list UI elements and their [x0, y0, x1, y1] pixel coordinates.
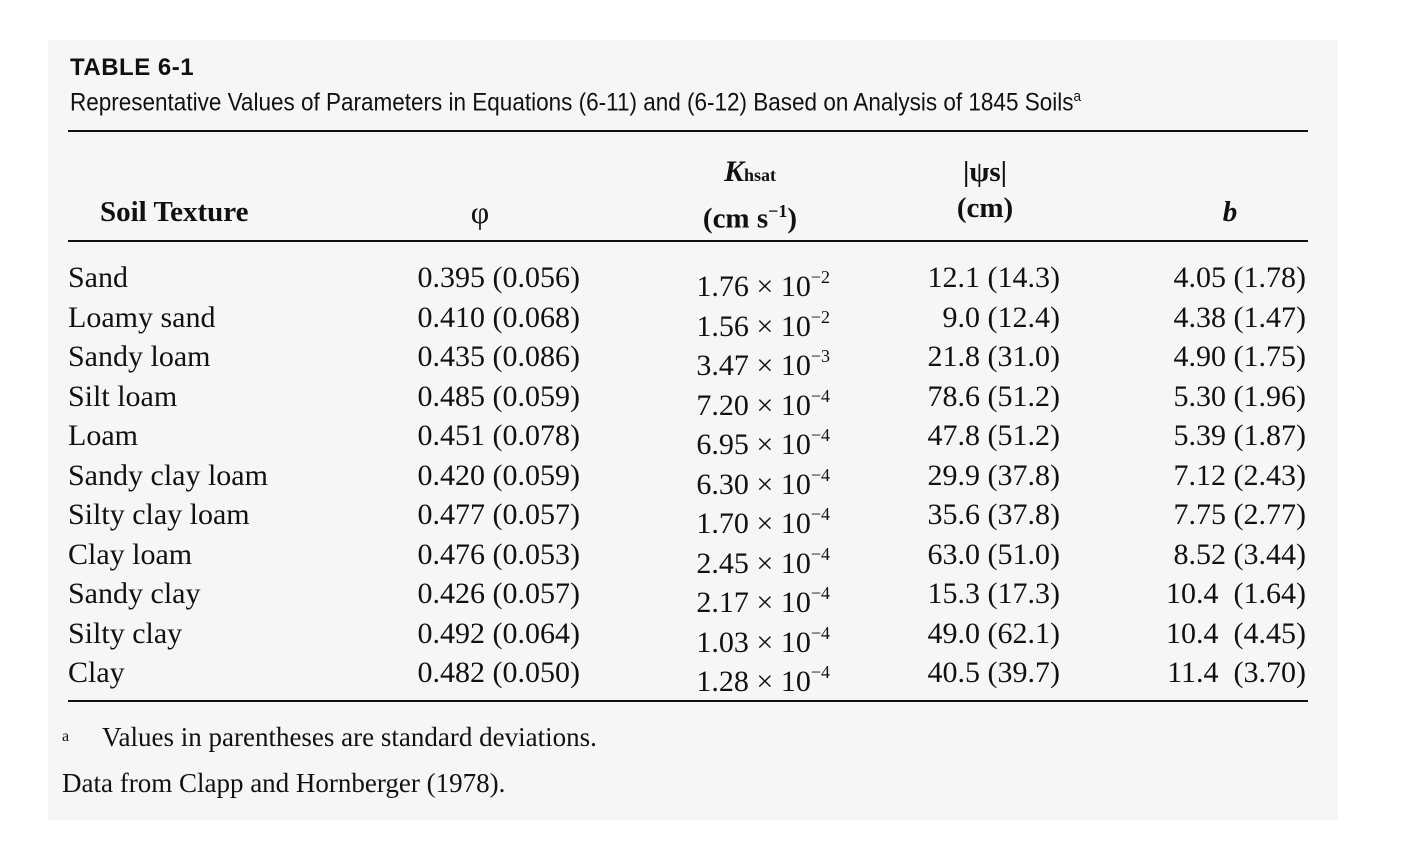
- k-exponent: −2: [810, 306, 830, 327]
- k-symbol: K: [723, 155, 744, 188]
- cell-b: 5.39 (1.87): [1173, 419, 1306, 452]
- header-k-hsat: [660, 154, 840, 237]
- k-mantissa: 2.17 × 10: [696, 586, 811, 619]
- header-soil-texture: Soil Texture: [100, 196, 249, 228]
- k-exponent: −4: [810, 622, 830, 643]
- k-mantissa: 7.20 × 10: [696, 388, 811, 422]
- k-mantissa: 1.70 × 10: [696, 507, 811, 540]
- table-row: [0, 456, 1428, 501]
- cell-psi: 49.0 (62.1): [927, 616, 1060, 650]
- cell-k: [640, 653, 830, 702]
- cell-psi: 63.0 (51.0): [927, 537, 1060, 571]
- k-exponent: −4: [810, 464, 830, 485]
- k-exponent: −4: [810, 504, 830, 524]
- table-number: TABLE 6-1: [70, 54, 195, 81]
- cell-b: 4.05 (1.78): [1173, 261, 1306, 294]
- k-mantissa: 1.28 × 10: [696, 665, 811, 698]
- cell-texture: Sandy loam: [68, 340, 211, 373]
- bottom-rule: [68, 700, 1308, 702]
- cell-phi: 0.482 (0.050): [417, 656, 580, 689]
- k-exponent: −4: [810, 385, 830, 406]
- table-row: [0, 298, 1428, 343]
- table-row: [0, 535, 1428, 580]
- table-row: [0, 495, 1428, 540]
- cell-b: 11.4 (3.70): [1167, 656, 1306, 689]
- source-note: Data from Clapp and Hornberger (1978).: [62, 768, 506, 798]
- table-row: [0, 416, 1428, 461]
- cell-psi: 35.6 (37.8): [927, 498, 1060, 531]
- footnote-mark: a: [62, 728, 70, 745]
- k-mantissa: 6.95 × 10: [696, 428, 811, 461]
- footnote-text: Values in parentheses are standard deviations.: [102, 722, 597, 752]
- k-mantissa: 3.47 × 10: [696, 349, 811, 382]
- table-row: [0, 258, 1428, 303]
- k-mantissa: 6.30 × 10: [696, 467, 811, 501]
- cell-phi: 0.485 (0.059): [417, 379, 580, 413]
- cell-psi: 21.8 (31.0): [927, 340, 1060, 373]
- header-psi-s: [920, 154, 1050, 226]
- caption-footnote-mark: a: [1073, 88, 1081, 105]
- header-porosity: φ: [470, 194, 490, 230]
- cell-phi: 0.435 (0.086): [417, 340, 580, 373]
- cell-phi: 0.451 (0.078): [417, 419, 580, 452]
- cell-texture: Sandy clay: [68, 577, 201, 610]
- k-exponent: −4: [810, 543, 830, 564]
- table-caption: [70, 88, 1081, 117]
- cell-b: 5.30 (1.96): [1173, 379, 1306, 413]
- k-mantissa: 1.56 × 10: [696, 309, 811, 343]
- header-rule: [68, 240, 1308, 242]
- cell-psi: 12.1 (14.3): [927, 261, 1060, 294]
- k-exponent: −2: [810, 267, 830, 287]
- k-exponent: −4: [810, 583, 830, 603]
- cell-b: 10.4 (1.64): [1166, 577, 1306, 610]
- cell-phi: 0.420 (0.059): [417, 458, 580, 492]
- cell-phi: 0.395 (0.056): [417, 261, 580, 294]
- cell-phi: 0.410 (0.068): [417, 300, 580, 334]
- cell-b: 7.12 (2.43): [1173, 458, 1306, 492]
- cell-psi: 9.0 (12.4): [942, 300, 1060, 334]
- cell-b: 7.75 (2.77): [1173, 498, 1306, 531]
- cell-texture: Loamy sand: [68, 300, 216, 334]
- table-body: [0, 258, 1428, 698]
- cell-b: 4.90 (1.75): [1173, 340, 1306, 373]
- k-subscript: hsat: [744, 165, 777, 185]
- cell-texture: Clay loam: [68, 537, 193, 571]
- k-mantissa: 1.03 × 10: [696, 625, 811, 659]
- cell-psi: 78.6 (51.2): [927, 379, 1060, 413]
- table-row: [0, 614, 1428, 659]
- cell-phi: 0.476 (0.053): [417, 537, 580, 571]
- cell-texture: Sandy clay loam: [68, 458, 268, 492]
- k-exponent: −4: [810, 425, 830, 445]
- cell-phi: 0.492 (0.064): [417, 616, 580, 650]
- cell-phi: 0.477 (0.057): [417, 498, 580, 531]
- top-rule: [68, 130, 1308, 132]
- k-unit-close: ): [787, 202, 798, 235]
- cell-texture: Clay: [68, 656, 125, 689]
- cell-psi: 40.5 (39.7): [927, 656, 1060, 689]
- table-row: [0, 337, 1428, 382]
- header-b: b: [1222, 196, 1238, 228]
- k-mantissa: 1.76 × 10: [696, 270, 811, 303]
- k-unit-exponent: −1: [768, 201, 788, 221]
- k-unit: (cm s: [702, 202, 769, 235]
- psi-symbol: |ψs|: [962, 156, 1007, 188]
- table-row: [0, 377, 1428, 422]
- caption-text: Representative Values of Parameters in Equations (6-11) and (6-12) Based on Analysis of 1845 Soils: [70, 88, 1074, 117]
- table-row: [0, 574, 1428, 619]
- cell-texture: Silty clay loam: [68, 498, 250, 531]
- cell-b: 10.4 (4.45): [1166, 616, 1306, 650]
- cell-texture: Silt loam: [68, 379, 178, 413]
- cell-b: 4.38 (1.47): [1173, 300, 1306, 334]
- k-mantissa: 2.45 × 10: [696, 546, 811, 580]
- cell-psi: 29.9 (37.8): [927, 458, 1060, 492]
- k-exponent: −3: [810, 346, 830, 366]
- cell-psi: 15.3 (17.3): [927, 577, 1060, 610]
- cell-texture: Loam: [68, 419, 138, 452]
- cell-psi: 47.8 (51.2): [927, 419, 1060, 452]
- cell-texture: Sand: [68, 261, 128, 294]
- table-row: [0, 653, 1428, 698]
- k-exponent: −4: [810, 662, 830, 682]
- psi-unit: (cm): [956, 192, 1014, 224]
- cell-phi: 0.426 (0.057): [417, 577, 580, 610]
- cell-texture: Silty clay: [68, 616, 183, 650]
- cell-b: 8.52 (3.44): [1173, 537, 1306, 571]
